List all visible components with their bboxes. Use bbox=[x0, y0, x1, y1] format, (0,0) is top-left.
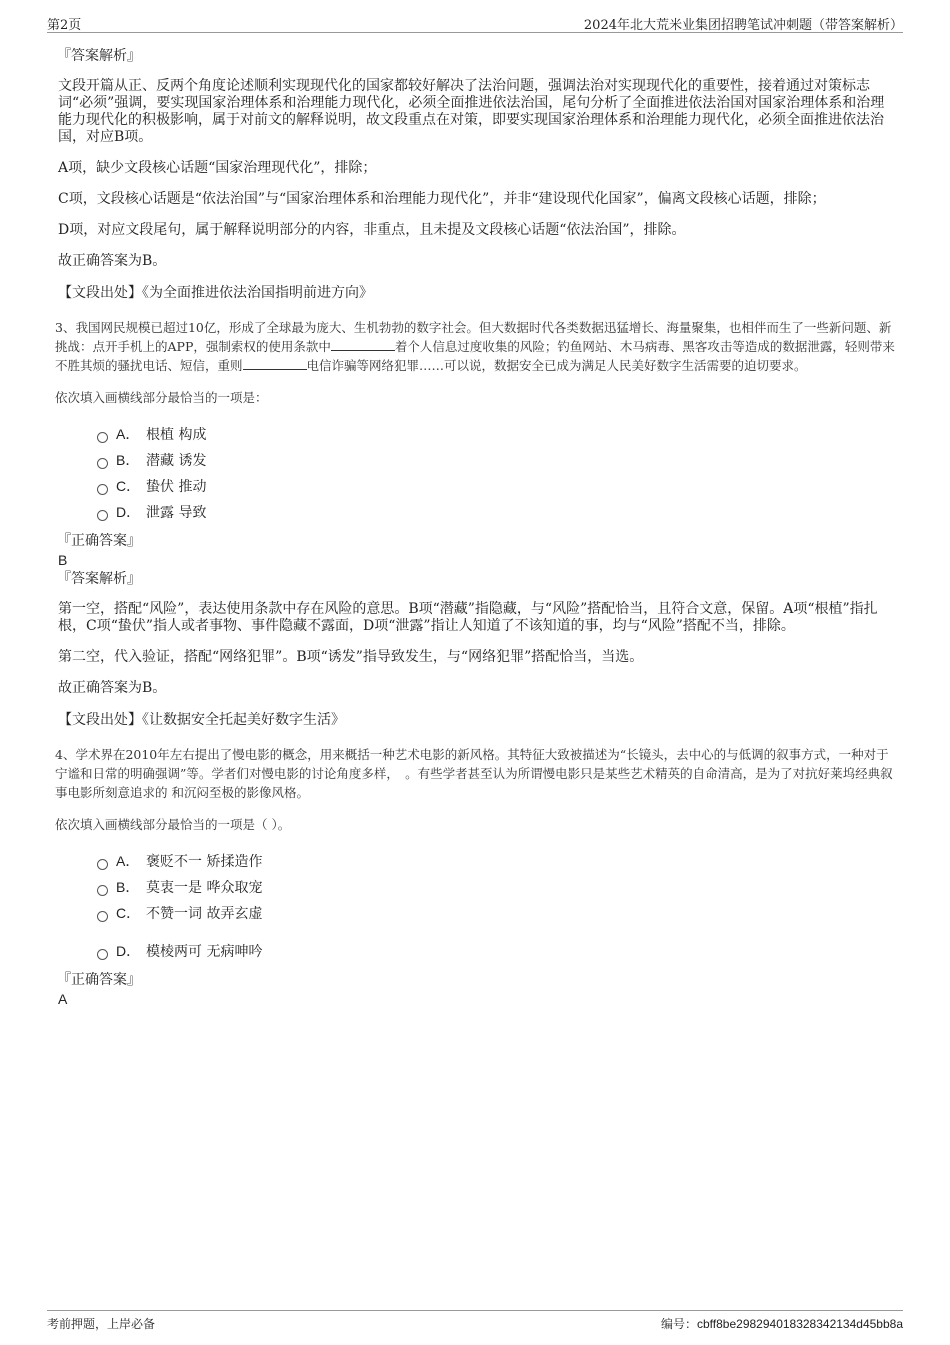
q2-analysis-heading: 『答案解析』 bbox=[57, 48, 141, 64]
q3-analysis-paragraph: 故正确答案为B。 bbox=[58, 680, 167, 696]
q3-correct-heading: 『正确答案』 bbox=[57, 533, 141, 549]
q4-option-b[interactable]: B． 莫衷一是 哗众取宠 bbox=[97, 874, 895, 900]
q2-source: 【文段出处】《为全面推进依法治国指明前进方向》 bbox=[58, 285, 373, 301]
radio-icon[interactable] bbox=[97, 432, 108, 443]
radio-icon[interactable] bbox=[97, 949, 108, 960]
q3-option-a[interactable]: A． 根植 构成 bbox=[97, 421, 895, 447]
document-title: 2024年北大荒米业集团招聘笔试冲刺题（带答案解析） bbox=[583, 18, 903, 33]
radio-icon[interactable] bbox=[97, 484, 108, 495]
page-number: 第2页 bbox=[47, 18, 82, 33]
page-footer bbox=[47, 1310, 903, 1331]
page-header bbox=[47, 14, 903, 33]
q2-analysis-paragraph: A项，缺少文段核心话题“国家治理现代化”，排除； bbox=[58, 160, 377, 176]
q3-prompt: 依次填入画横线部分最恰当的一项是： bbox=[55, 390, 268, 405]
q3-analysis-paragraph: 第二空，代入验证，搭配“网络犯罪”。B项“诱发”指导致发生，与“网络犯罪”搭配恰当，当选。 bbox=[58, 649, 644, 665]
radio-icon[interactable] bbox=[97, 458, 108, 469]
q4-options bbox=[97, 848, 895, 964]
radio-icon[interactable] bbox=[97, 510, 108, 521]
q4-stem: 4、学术界在2010年左右提出了慢电影的概念，用来概括一种艺术电影的新风格。其特征大致被描述为“长镜头，去中心的与低调的叙事方式，一种对于宁谧和日常的明确强调”等。学者们对慢电影的讨论角度多样， 。有些学者甚至认为所谓慢电影只是某些艺术精英的自命清高，是为了对抗好莱坞经典叙事电影所刻意追求的 和沉闷至极的影像风格。 bbox=[55, 747, 893, 800]
q3-option-b[interactable]: B． 潜藏 诱发 bbox=[97, 447, 895, 473]
q3-options bbox=[97, 421, 895, 525]
radio-icon[interactable] bbox=[97, 911, 108, 922]
q3-analysis-paragraph: 第一空，搭配“风险”，表达使用条款中存在风险的意思。B项“潜藏”指隐藏，与“风险”搭配恰当，且符合文意，保留。A项“根植”指扎根，C项“蛰伏”指人或者事物、事件隐藏不露面，D项“泄露”指让人知道了不该知道的事，均与“风险”搭配不当，排除。 bbox=[58, 601, 878, 634]
q3-correct-answer: B bbox=[58, 552, 68, 568]
q2-analysis-paragraph: C项，文段核心话题是“依法治国”与“国家治理体系和治理能力现代化”，并非“建设现代化国家”，偏离文段核心话题，排除； bbox=[58, 191, 826, 207]
q4-option-a[interactable]: A． 褒贬不一 矫揉造作 bbox=[97, 848, 895, 874]
footer-code: 编号：cbff8be298294018328342134d45bb8a bbox=[660, 1317, 903, 1331]
footer-slogan: 考前押题，上岸必备 bbox=[47, 1317, 156, 1331]
q3-source: 【文段出处】《让数据安全托起美好数字生活》 bbox=[58, 712, 345, 728]
q4-correct-answer: A bbox=[58, 991, 68, 1007]
q3-blank-2 bbox=[243, 357, 307, 370]
q2-analysis-paragraph: 故正确答案为B。 bbox=[58, 253, 167, 269]
q3-stem: 3、我国网民规模已超过10亿，形成了全球最为庞大、生机勃勃的数字社会。但大数据时代各类数据迅猛增长、海量聚集，也相伴而生了一些新问题、新挑战：点开手机上的APP，强制索权的使用条款中 着个人信息过度收集的风险；钓鱼网站、木马病毒、黑客攻击等造成的数据泄露，轻则带来不胜其烦的骚扰电话、短信，重则 电信诈骗等网络犯罪……可以说，数据安全已成为满足人民美好数字生活需要的迫切要求。 bbox=[55, 320, 895, 373]
q2-analysis-paragraph: D项，对应文段尾句，属于解释说明部分的内容，非重点，且未提及文段核心话题“依法治国”，排除。 bbox=[58, 222, 686, 238]
q3-blank-1 bbox=[331, 338, 395, 351]
q3-analysis-heading: 『答案解析』 bbox=[57, 571, 141, 587]
q4-correct-heading: 『正确答案』 bbox=[57, 972, 141, 988]
radio-icon[interactable] bbox=[97, 859, 108, 870]
q3-option-c[interactable]: C． 蛰伏 推动 bbox=[97, 473, 895, 499]
radio-icon[interactable] bbox=[97, 885, 108, 896]
q4-option-c[interactable]: C． 不赞一词 故弄玄虚 bbox=[97, 900, 895, 926]
q4-option-d[interactable]: D． 模棱两可 无病呻吟 bbox=[97, 938, 895, 964]
q2-analysis-paragraph: 文段开篇从正、反两个角度论述顺利实现现代化的国家都较好解决了法治问题，强调法治对实现现代化的重要性，接着通过对策标志词“必须”强调，要实现国家治理体系和治理能力现代化，必须全面推进依法治国，尾句分析了全面推进依法治国对国家治理体系和治理能力现代化的积极影响，属于对前文的解释说明，故文段重点在对策，即要实现国家治理体系和治理能力现代化，必须全面推进依法治国，对应B项。 bbox=[58, 78, 885, 145]
q3-option-d[interactable]: D． 泄露 导致 bbox=[97, 499, 895, 525]
page-content bbox=[55, 46, 895, 1008]
q4-prompt: 依次填入画横线部分最恰当的一项是（ ）。 bbox=[55, 817, 291, 832]
